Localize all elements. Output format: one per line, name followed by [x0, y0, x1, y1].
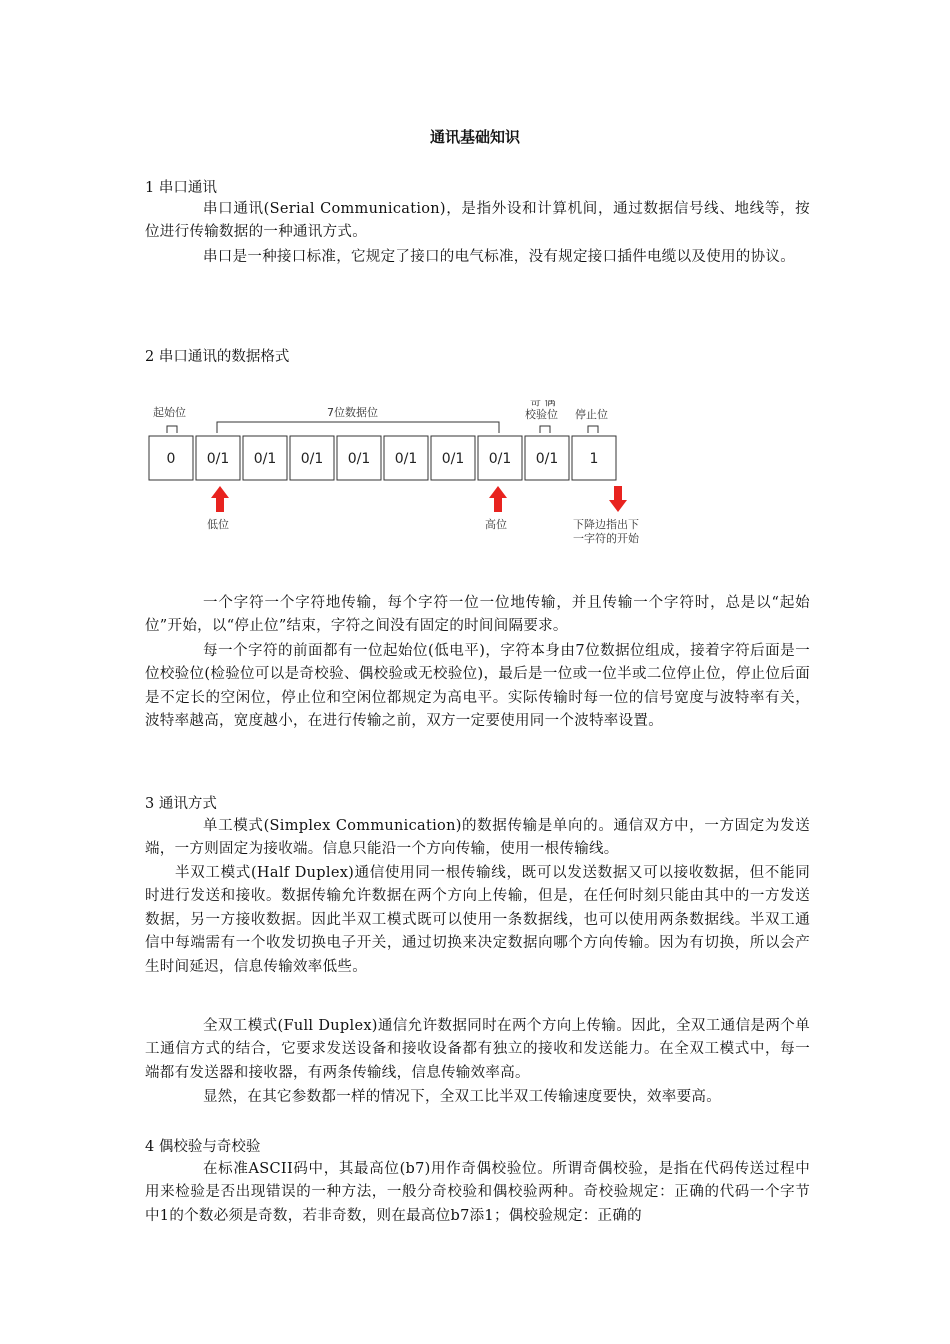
low-bit-up-arrow-icon [211, 486, 229, 512]
section-2-paragraph-2: 每一个字符的前面都有一位起始位(低电平)，字符本身由7位数据位组成，接着字符后面是一位校验位(检验位可以是奇校验、偶校验或无校验位)，最后是一位或一位半或二位停止位，停止位后面是不定长的空闲位，停止位和空闲位都规定为高电平。实际传输时每一位的信号宽度与波特率有关，波特率越高，宽度越小，在进行传输之前，双方一定要使用同一个波特率设置。 [145, 643, 810, 730]
section-3-paragraph-1: 单工模式(Simplex Communication)的数据传输是单向的。通信双方中，一方固定为发送端，一方则固定为接收端。信息只能沿一个方向传输，使用一根传输线。 [145, 818, 810, 858]
frame-cell-value: 0/1 [488, 451, 512, 467]
data-bits-bracket [217, 422, 499, 433]
section-4-heading: 4 偶校验与奇校验 [145, 1139, 261, 1155]
stop-bit-label: 停止位 [575, 408, 608, 421]
parity-bit-bracket [540, 426, 550, 433]
falling-edge-label-line2: 一字符的开始 [573, 532, 639, 545]
page-title: 通讯基础知识 [429, 128, 520, 146]
section-2-heading: 2 串口通讯的数据格式 [145, 349, 290, 365]
high-bit-label: 高位 [485, 518, 507, 531]
frame-cell-value: 0/1 [535, 451, 559, 467]
frame-cell-value: 1 [589, 451, 599, 467]
falling-edge-label-line1: 下降边指出下 [573, 518, 639, 531]
section-3-paragraph-2: 半双工模式(Half Duplex)通信使用同一根传输线，既可以发送数据又可以接收数据，但不能同时进行发送和接收。数据传输允许数据在两个方向上传输，但是，在任何时刻只能由其中的一方发送数据，另一方接收数据。因此半双工模式既可以使用一条数据线，也可以使用两条数据线。半双工通信中每端需有一个收发切换电子开关，通过切换来决定数据向哪个方向传输。因为有切换，所以会产生时间延迟，信息传输效率低些。 [145, 865, 810, 975]
section-1-heading: 1 串口通讯 [145, 180, 217, 196]
frame-cells [149, 436, 616, 480]
section-1-paragraph-2: 串口是一种接口标准，它规定了接口的电气标准，没有规定接口插件电缆以及使用的协议。 [203, 249, 795, 265]
frame-cell-value: 0 [166, 451, 176, 467]
frame-cell-value: 0/1 [347, 451, 371, 467]
stop-bit-bracket [588, 426, 598, 433]
section-3-heading: 3 通讯方式 [145, 796, 217, 812]
low-bit-label: 低位 [207, 518, 229, 531]
section-3-paragraph-4: 显然，在其它参数都一样的情况下，全双工比半双工传输速度要快，效率要高。 [203, 1089, 721, 1105]
parity-bit-label-line1: 奇 偶 [530, 400, 556, 408]
section-2-paragraph-1: 一个字符一个字符地传输，每个字符一位一位地传输，并且传输一个字符时，总是以“起始位”开始，以“停止位”结束，字符之间没有固定的时间间隔要求。 [145, 595, 810, 635]
falling-edge-down-arrow-icon [609, 486, 627, 512]
frame-cell-value: 0/1 [206, 451, 230, 467]
section-3-paragraph-3: 全双工模式(Full Duplex)通信允许数据同时在两个方向上传输。因此，全双工通信是两个单工通信方式的结合，它要求发送设备和接收设备都有独立的接收和发送能力。在全双工模式中，每一端都有发送器和接收器，有两条传输线，信息传输效率高。 [145, 1018, 810, 1081]
frame-cell-value: 0/1 [253, 451, 277, 467]
section-4-paragraph-1: 在标准ASCII码中，其最高位(b7)用作奇偶校验位。所谓奇偶校验，是指在代码传送过程中用来检验是否出现错误的一种方法，一般分奇校验和偶校验两种。奇校验规定：正确的代码一个字节中1的个数必须是奇数，若非奇数，则在最高位b7添1；偶校验规定：正确的 [145, 1161, 810, 1224]
frame-cell-value: 0/1 [394, 451, 418, 467]
data-bits-label: 7位数据位 [327, 406, 378, 419]
parity-bit-label-line2: 校验位 [525, 408, 558, 421]
start-bit-bracket [167, 426, 177, 433]
start-bit-label: 起始位 [153, 406, 186, 419]
high-bit-up-arrow-icon [489, 486, 507, 512]
serial-frame-diagram [145, 400, 675, 560]
section-1-paragraph-1: 串口通讯(Serial Communication)，是指外设和计算机间，通过数据信号线、地线等，按位进行传输数据的一种通讯方式。 [145, 201, 810, 241]
frame-cell-value: 0/1 [300, 451, 324, 467]
frame-cell-value: 0/1 [441, 451, 465, 467]
